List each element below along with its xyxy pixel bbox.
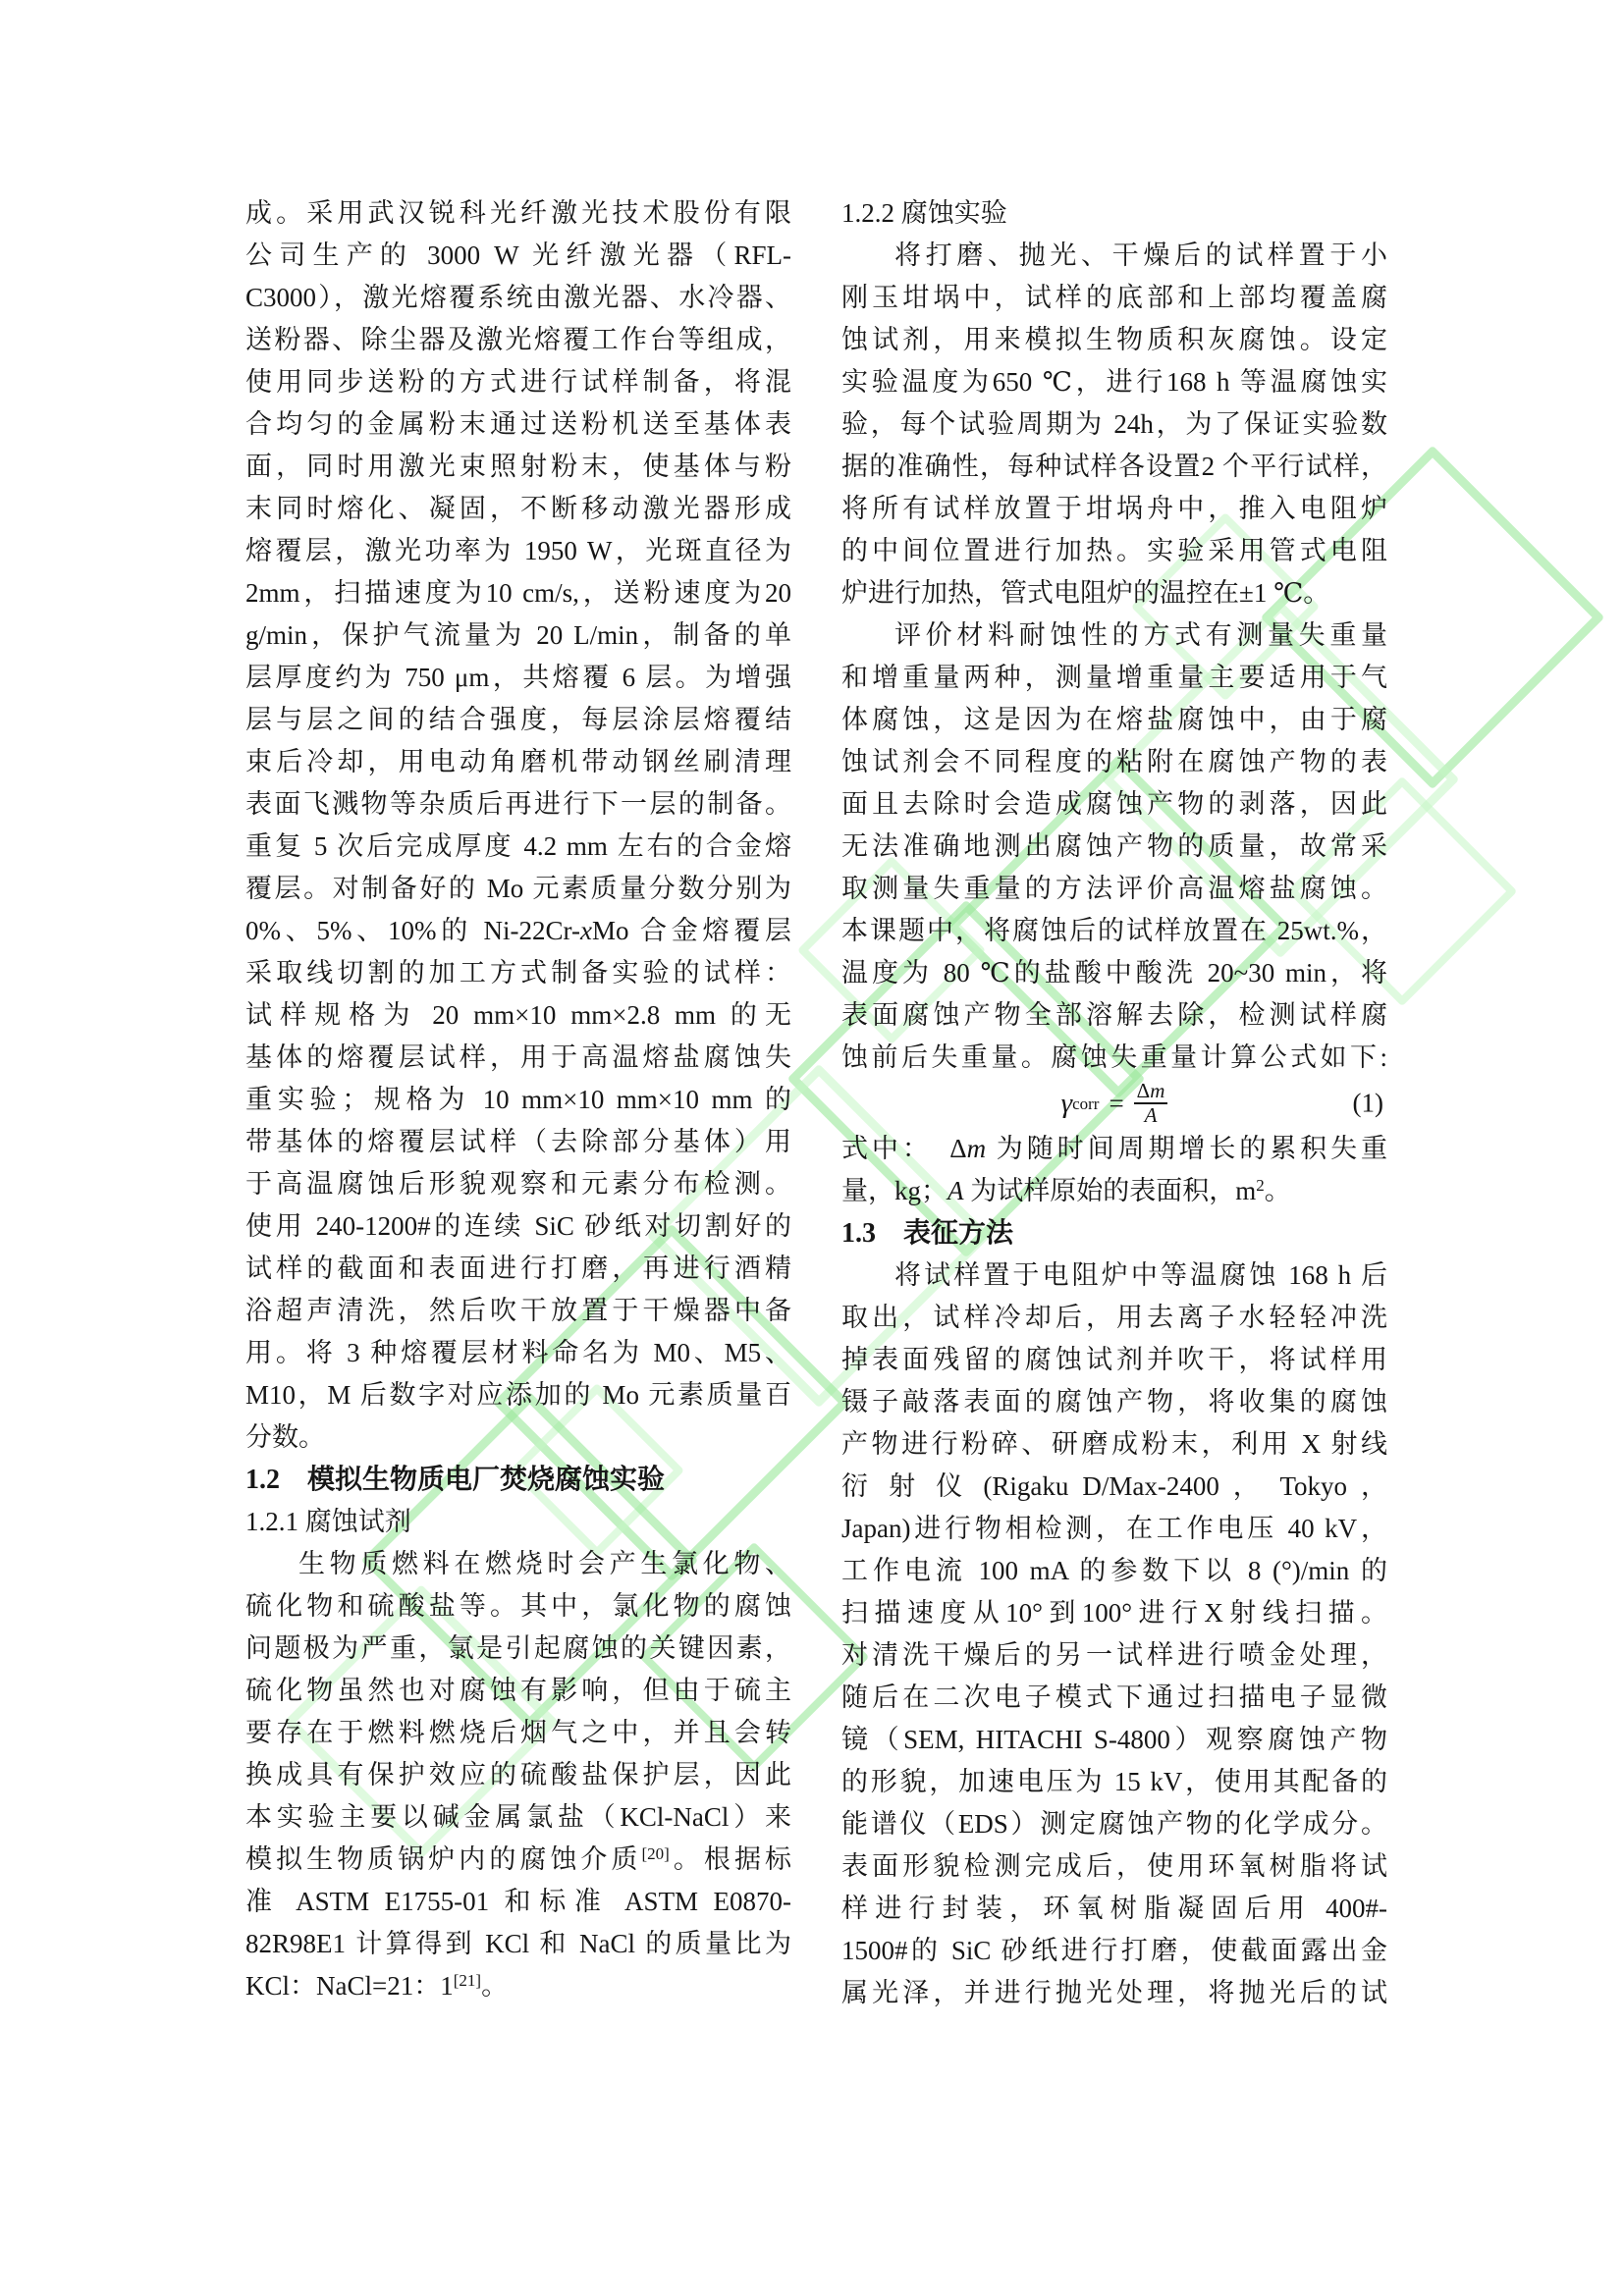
- equals-sign: =: [1109, 1088, 1124, 1118]
- text-line: 蚀试剂，用来模拟生物质积灰腐蚀。设定: [841, 325, 1387, 354]
- italic-variable: x: [579, 916, 592, 945]
- text-line: 的中间位置进行加热。实验采用管式电阻: [841, 536, 1387, 565]
- text-line: 2mm，扫描速度为10 cm/s,，送粉速度为20: [245, 578, 791, 608]
- text-line: 将所有试样放置于坩埚舟中，推入电阻炉: [841, 494, 1387, 523]
- text-line: 温度为 80 ℃的盐酸中酸洗 20~30 min，将: [841, 958, 1387, 988]
- text-line: 层厚度约为 750 μm，共熔覆 6 层。为增强: [245, 663, 791, 692]
- text-line: 熔覆层，激光功率为 1950 W，光斑直径为: [245, 536, 791, 565]
- text-line: 体腐蚀，这是因为在熔盐腐蚀中，由于腐: [841, 705, 1387, 734]
- left-column: [245, 192, 791, 2007]
- text-line: 覆层。对制备好的 Mo 元素质量分数分别为: [245, 874, 791, 903]
- section-heading: 1.2.1 腐蚀试剂: [245, 1507, 411, 1536]
- text-line: 炉进行加热，管式电阻炉的温控在±1 ℃。: [841, 578, 1330, 608]
- text-line: 采取线切割的加工方式制备实验的试样：: [245, 958, 791, 988]
- text-line: g/min，保护气流量为 20 L/min，制备的单: [245, 620, 791, 650]
- text-line: C3000），激光熔覆系统由激光器、水冷器、: [245, 283, 791, 312]
- text-line: 工作电流 100 mA 的参数下以 8 (°)/min 的: [841, 1556, 1387, 1585]
- text-line: 评价材料耐蚀性的方式有测量失重量: [894, 620, 1387, 650]
- text-line: 衍 射 仪 (Rigaku D/Max-2400 ， Tokyo ，: [841, 1471, 1387, 1501]
- text-line: 属光泽，并进行抛光处理，将抛光后的试: [841, 1978, 1387, 2007]
- text-line: 成。采用武汉锐科光纤激光技术股份有限: [245, 198, 791, 228]
- text-line: 和增重量两种，测量增重量主要适用于气: [841, 663, 1387, 692]
- text-line: 基体的熔覆层试样，用于高温熔盐腐蚀失: [245, 1042, 791, 1072]
- gamma-subscript: corr: [1072, 1094, 1100, 1113]
- text-line: 量，kg；A 为试样原始的表面积，$m^2$。: [841, 1176, 1291, 1205]
- fraction-denominator: A: [1144, 1103, 1158, 1127]
- text-line: 刚玉坩埚中，试样的底部和上部均覆盖腐: [841, 283, 1387, 312]
- text-line: 式中： Δm 为随时间周期增长的累积失重: [841, 1134, 1387, 1163]
- text-line: KCl：NaCl=21：1[21]。: [245, 1971, 509, 2001]
- text-line: 本实验主要以碱金属氯盐（KCl-NaCl）来: [245, 1802, 791, 1832]
- text-line: 将打磨、抛光、干燥后的试样置于小: [894, 240, 1387, 270]
- reference-superscript: [21]: [453, 1971, 482, 1990]
- fraction-numerator: Δm: [1134, 1080, 1168, 1104]
- text-line: 蚀前后失重量。腐蚀失重量计算公式如下:: [841, 1042, 1387, 1072]
- text-line: Japan)进行物相检测，在工作电压 40 kV，: [841, 1514, 1387, 1543]
- fraction: [1134, 1080, 1168, 1127]
- text-line: M10，M 后数字对应添加的 Mo 元素质量百: [245, 1380, 791, 1410]
- text-line: 对清洗干燥后的另一试样进行喷金处理，: [841, 1640, 1387, 1670]
- text-line: 1500#的 SiC 砂纸进行打磨，使截面露出金: [841, 1936, 1387, 1965]
- reference-superscript: 2: [1256, 1176, 1265, 1195]
- italic-variable: m: [966, 1134, 987, 1163]
- text-line: 取出，试样冷却后，用去离子水轻轻冲洗: [841, 1303, 1387, 1332]
- text-line: 要存在于燃料燃烧后烟气之中，并且会转: [245, 1718, 791, 1747]
- text-line: 表面腐蚀产物全部溶解去除，检测试样腐: [841, 1000, 1387, 1030]
- text-line: 合均匀的金属粉末通过送粉机送至基体表: [245, 409, 791, 439]
- text-line: 无法准确地测出腐蚀产物的质量，故常采: [841, 831, 1387, 861]
- text-line: 试样规格为 20 mm×10 mm×2.8 mm 的无: [245, 1000, 791, 1030]
- text-line: 公司生产的 3000 W 光纤激光器（RFL-: [245, 240, 791, 270]
- italic-variable: A: [947, 1176, 964, 1205]
- text-line: 面，同时用激光束照射粉末，使基体与粉: [245, 452, 791, 481]
- text-line: 掉表面残留的腐蚀试剂并吹干，将试样用: [841, 1345, 1387, 1374]
- text-line: 蚀试剂会不同程度的粘附在腐蚀产物的表: [841, 747, 1387, 776]
- text-line: 表面飞溅物等杂质后再进行下一层的制备。: [245, 789, 791, 819]
- text-line: 模拟生物质锅炉内的腐蚀介质[20]。根据标: [245, 1844, 791, 1874]
- text-line: 镜（SEM, HITACHI S-4800）观察腐蚀产物: [841, 1725, 1387, 1754]
- text-line: 镊子敲落表面的腐蚀产物，将收集的腐蚀: [841, 1387, 1387, 1416]
- text-line: 浴超声清洗，然后吹干放置于干燥器中备: [245, 1296, 791, 1325]
- text-line: 据的准确性，每种试样各设置2 个平行试样，: [841, 452, 1387, 481]
- text-line: 重复 5 次后完成厚度 4.2 mm 左右的合金熔: [245, 831, 791, 861]
- text-line: 取测量失重量的方法评价高温熔盐腐蚀。: [841, 874, 1387, 903]
- text-line: 于高温腐蚀后形貌观察和元素分布检测。: [245, 1169, 791, 1199]
- text-line: 试样的截面和表面进行打磨，再进行酒精: [245, 1254, 791, 1283]
- text-line: 样进行封装，环氧树脂凝固后用 400#-: [841, 1894, 1387, 1923]
- text-line: 束后冷却，用电动角磨机带动钢丝刷清理: [245, 747, 791, 776]
- section-heading: 1.2.2 腐蚀实验: [841, 198, 1007, 228]
- section-heading: 1.2 模拟生物质电厂焚烧腐蚀实验: [245, 1465, 666, 1495]
- text-line: 送粉器、除尘器及激光熔覆工作台等组成，: [245, 325, 791, 354]
- text-line: 实验温度为650 ℃，进行168 h 等温腐蚀实: [841, 367, 1387, 397]
- text-line: 能谱仪（EDS）测定腐蚀产物的化学成分。: [841, 1809, 1387, 1839]
- right-column: [841, 192, 1387, 2014]
- text-line: 的形貌，加速电压为 15 kV，使用其配备的: [841, 1767, 1387, 1796]
- text-line: 重实验；规格为 10 mm×10 mm×10 mm 的: [245, 1085, 791, 1114]
- reference-superscript: [20]: [641, 1844, 670, 1863]
- text-line: 产物进行粉碎、研磨成粉末，利用 X 射线: [841, 1429, 1387, 1459]
- text-line: 带基体的熔覆层试样（去除部分基体）用: [245, 1127, 791, 1156]
- text-line: 本课题中，将腐蚀后的试样放置在 25wt.%，: [841, 916, 1387, 945]
- text-line: 末同时熔化、凝固，不断移动激光器形成: [245, 494, 791, 523]
- text-line: 层与层之间的结合强度，每层涂层熔覆结: [245, 705, 791, 734]
- corrosion-rate-formula: [841, 1079, 1387, 1128]
- text-line: 生物质燃料在燃烧时会产生氯化物、: [298, 1549, 791, 1578]
- equation-number: (1): [1352, 1088, 1383, 1118]
- text-line: 82R98E1 计算得到 KCl 和 NaCl 的质量比为: [245, 1929, 791, 1958]
- text-line: 用。将 3 种熔覆层材料命名为 M0、M5、: [245, 1338, 791, 1367]
- text-line: 硫化物虽然也对腐蚀有影响，但由于硫主: [245, 1676, 791, 1705]
- text-line: 面且去除时会造成腐蚀产物的剥落，因此: [841, 789, 1387, 819]
- gamma-symbol: γ: [1060, 1087, 1073, 1119]
- text-line: 分数。: [245, 1422, 325, 1452]
- section-heading: 1.3 表征方法: [841, 1218, 1014, 1249]
- text-line: 问题极为严重，氯是引起腐蚀的关键因素，: [245, 1633, 791, 1663]
- text-line: 随后在二次电子模式下通过扫描电子显微: [841, 1682, 1387, 1712]
- text-line: 验，每个试验周期为 24h，为了保证实验数: [841, 409, 1387, 439]
- text-line: 扫描速度从10°到100°进行X射线扫描。: [841, 1598, 1387, 1628]
- text-line: 换成具有保护效应的硫酸盐保护层，因此: [245, 1760, 791, 1789]
- text-line: 0%、5%、10%的 Ni-22Cr-xMo 合金熔覆层: [245, 916, 791, 945]
- text-line: 硫化物和硫酸盐等。其中，氯化物的腐蚀: [245, 1591, 791, 1621]
- text-line: 准 ASTM E1755-01 和标准 ASTM E0870-: [245, 1887, 791, 1916]
- text-line: 将试样置于电阻炉中等温腐蚀 168 h 后: [894, 1260, 1387, 1290]
- text-line: 使用 240-1200#的连续 SiC 砂纸对切割好的: [245, 1211, 791, 1241]
- text-line: 使用同步送粉的方式进行试样制备，将混: [245, 367, 791, 397]
- text-line: 表面形貌检测完成后，使用环氧树脂将试: [841, 1851, 1387, 1881]
